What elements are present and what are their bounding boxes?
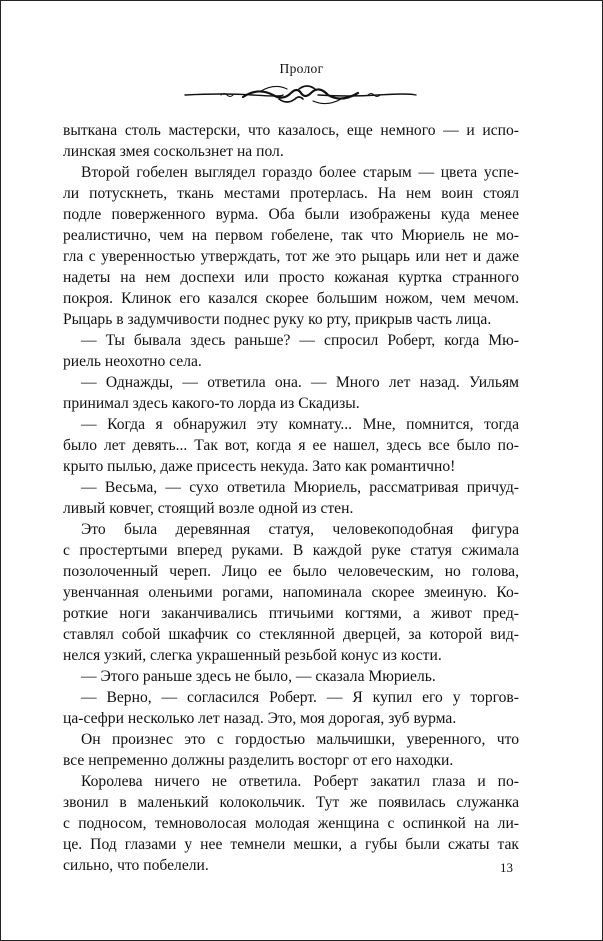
text-line: покроя. Клинок его казался скорее большим ножом, чем мечом.	[63, 290, 519, 307]
text-line: ца-сефри несколько лет назад. Это, моя дорогая, зуб вурма.	[63, 710, 457, 727]
text-line: Второй гобелен выглядел гораздо более старым — цвета успе-	[81, 164, 519, 181]
text-line: ставлял собой шкафчик со стеклянной дверцей, за которой вид-	[63, 626, 519, 643]
text-line: все непременно должны разделить восторг от его находки.	[63, 752, 454, 769]
swirl-divider-icon	[183, 81, 418, 109]
text-line: ли потускнеть, ткань местами протерлась. На нем воин стоял	[63, 185, 519, 202]
text-line: было лет девять... Так вот, когда я ее нашел, здесь все было по-	[63, 437, 519, 454]
text-line: с простертыми вперед руками. В каждой руке статуя сжимала	[63, 542, 519, 559]
text-line: нелся узкий, слегка украшенный резьбой конус из кости.	[63, 647, 442, 664]
text-line: — Этого раньше здесь не было, — сказала Мюриель.	[81, 668, 436, 685]
text-line: подле поверженного вурма. Оба были изображены куда менее	[63, 206, 519, 223]
text-line: сильно, что побелели.	[63, 857, 209, 874]
text-line: роткие ноги заканчивались птичьими когтями, а живот пред-	[63, 605, 519, 622]
text-line: це. Под глазами у нее темнели мешки, а губы были сжаты так	[63, 836, 519, 853]
text-line: Королева ничего не ответила. Роберт закатил глаза и по-	[81, 773, 519, 790]
text-line: выткана столь мастерски, что казалось, еще немного — и испо-	[63, 122, 519, 139]
text-line: Это была деревянная статуя, человекоподобная фигура	[81, 521, 519, 538]
text-line: ливый ковчег, стоящий возле одной из стен.	[63, 500, 354, 517]
text-line: гла с уверенностью утверждать, тот же это рыцарь или нет и даже	[63, 248, 519, 265]
text-line: Он произнес это с гордостью мальчишки, уверенного, что	[81, 731, 519, 748]
page-number: 13	[500, 860, 513, 875]
text-line: надеты на нем доспехи или просто кожаная куртка странного	[63, 269, 519, 286]
text-line: — Однажды, — ответила она. — Много лет назад. Уильям	[81, 374, 519, 391]
text-line: — Верно, — согласился Роберт. — Я купил его у торгов-	[81, 689, 519, 706]
running-head-title: Пролог	[279, 61, 324, 76]
text-line: реалистично, чем на первом гобелене, так что Мюриель не мо-	[63, 227, 519, 244]
text-line: звонил в маленький колокольчик. Тут же появилась служанка	[63, 794, 519, 811]
text-line: линская змея соскользнет на пол.	[63, 143, 284, 160]
text-line: увенчанная оленьими рогами, напоминала скорее змеиную. Ко-	[63, 584, 519, 601]
text-line: — Ты бывала здесь раньше? — спросил Роберт, когда Мю-	[81, 332, 519, 349]
text-line: — Весьма, — сухо ответила Мюриель, рассматривая причуд-	[81, 479, 519, 496]
text-line: с подносом, темноволосая молодая женщина с оспинкой на ли-	[63, 815, 519, 832]
text-line: — Когда я обнаружил эту комнату... Мне, помнится, тогда	[81, 416, 519, 433]
body-text	[63, 120, 519, 876]
text-line: крыто пылью, даже присесть некуда. Зато как романтично!	[63, 458, 456, 475]
text-line: Рыцарь в задумчивости поднес руку ко рту, прикрыв часть лица.	[63, 311, 492, 328]
text-line: риель неохотно села.	[63, 353, 202, 370]
text-line: позолоченный череп. Лицо ее было человеческим, но голова,	[63, 563, 519, 580]
text-line: принимал здесь какого-то лорда из Скадизы.	[63, 395, 360, 412]
